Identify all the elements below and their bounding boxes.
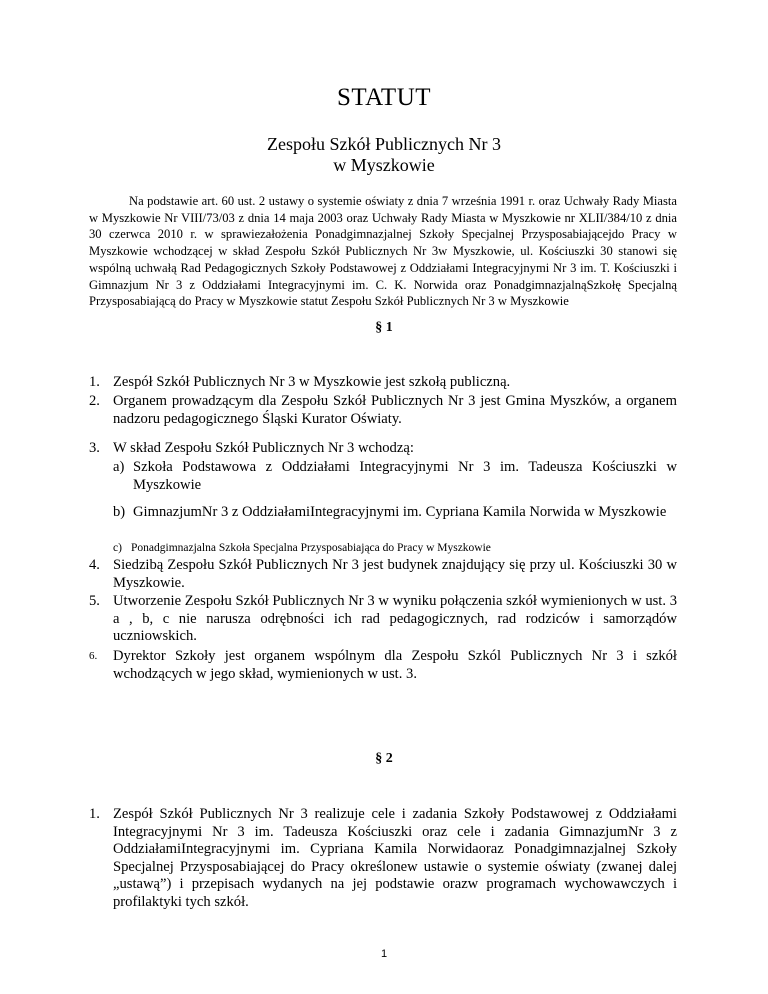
section-mark-2: § 2 xyxy=(375,751,393,766)
list-item-text: Siedzibą Zespołu Szkół Publicznych Nr 3 jest budynek znajdujący się przy ul. Kościuszki 30 w Myszkowie. xyxy=(113,557,677,591)
list-item xyxy=(89,374,677,392)
list-item-text: Dyrektor Szkoły jest organem wspólnym dla Zespołu Szkól Publicznych Nr 3 i szkół wchodzących w jego skład, wymienionych w ust. 3. xyxy=(113,648,677,682)
sub-list-item-letter: b) xyxy=(113,504,126,520)
document-title: STATUT xyxy=(336,84,432,111)
document-subtitle-line2: w Myszkowie xyxy=(333,155,435,175)
sub-list-item-text: Szkoła Podstawowa z Oddziałami Integracyjnymi Nr 3 im. Tadeusza Kościuszki w Myszkowie xyxy=(133,459,677,493)
preamble-paragraph: Na podstawie art. 60 ust. 2 ustawy o systemie oświaty z dnia 7 września 1991 r. oraz Uchwały Rady Miasta w Myszkowie Nr VIII/73/03 z dnia 14 maja 2003 oraz Uchwały Rady Miasta w Myszkowie nr XLII/384/10 z dnia 30 czerwca 2010 r. w sprawiezałożenia Ponadgimnazjalnej Szkoły Specjalnej Przysposabiającejdo Pracy w Myszkowie wchodzącej w skład Zespołu Szkół Publicznych Nr 3w Myszkowie, ul. Kościuszki 30 stanowi się wspólną uchwałą Rad Pedagogicznych Szkoły Podstawowej z Oddziałami Integracyjnymi Nr 3 im. T. Kościuszki i Gimnazjum Nr 3 z Oddziałami Integracyjnymi im. C. K. Norwida oraz PonadgimnazjalnąSzkołę Specjalną Przysposabiającą do Pracy w Myszkowie statut Zespołu Szkół Publicznych Nr 3 w Myszkowie xyxy=(89,194,677,309)
sub-list-item-letter: c) xyxy=(113,542,122,554)
list-item xyxy=(89,806,677,911)
list-item-number: 6. xyxy=(89,650,98,662)
sub-list-item-letter: a) xyxy=(113,459,125,475)
sub-list-item xyxy=(113,540,677,558)
list-item-text: W skład Zespołu Szkół Publicznych Nr 3 wchodzą: xyxy=(113,440,414,456)
document-subtitle-line1: Zespołu Szkół Publicznych Nr 3 xyxy=(267,134,501,154)
list-item xyxy=(89,648,677,683)
section-mark-1: § 1 xyxy=(375,320,393,335)
sub-list-item xyxy=(113,504,677,522)
sub-list-item-text: Ponadgimnazjalna Szkoła Specjalna Przysposabiająca do Pracy w Myszkowie xyxy=(131,542,491,554)
list-item-text: Organem prowadzącym dla Zespołu Szkół Publicznych Nr 3 jest Gmina Myszków, a organem nadzoru pedagogicznego Śląski Kurator Oświaty. xyxy=(113,393,677,427)
list-item xyxy=(89,557,677,592)
list-item-number: 3. xyxy=(89,440,100,456)
list-item xyxy=(89,440,677,458)
list-item-text: Zespół Szkół Publicznych Nr 3 realizuje cele i zadania Szkoły Podstawowej z Oddziałami Integracyjnymi Nr 3 im. Tadeusza Kościuszki oraz cele i zadania GimnazjumNr 3 z OddziałamiIntegracyjnymi im. Cypriana Kamila Norwidaoraz Ponadgimnazjalnej Szkoły Specjalnej Przysposabiającej do Pracy określonew ustawie o systemie oświaty (zwanej dalej „ustawą”) i przepisach wydanych na jej podstawie orazw programach wychowawczych i profilaktyki tych szkół. xyxy=(113,806,677,910)
list-item-number: 1. xyxy=(89,374,100,390)
list-item-number: 2. xyxy=(89,393,100,409)
sub-list-item-text: GimnazjumNr 3 z OddziałamiIntegracyjnymi im. Cypriana Kamila Norwida w Myszkowie xyxy=(133,504,667,520)
list-item-number: 4. xyxy=(89,557,100,573)
list-item-text: Zespół Szkół Publicznych Nr 3 w Myszkowie jest szkołą publiczną. xyxy=(113,374,511,390)
page-number: 1 xyxy=(380,948,388,960)
list-item-number: 5. xyxy=(89,593,100,609)
list-item xyxy=(89,393,677,428)
list-item-number: 1. xyxy=(89,806,100,822)
list-item-text: Utworzenie Zespołu Szkół Publicznych Nr 3 w wyniku połączenia szkół wymienionych w ust. 3 a , b, c nie narusza odrębności ich rad pedagogicznych, rad rodziców i samorządów uczniowskich. xyxy=(113,593,677,644)
list-item xyxy=(89,593,677,646)
sub-list-item xyxy=(113,459,677,494)
